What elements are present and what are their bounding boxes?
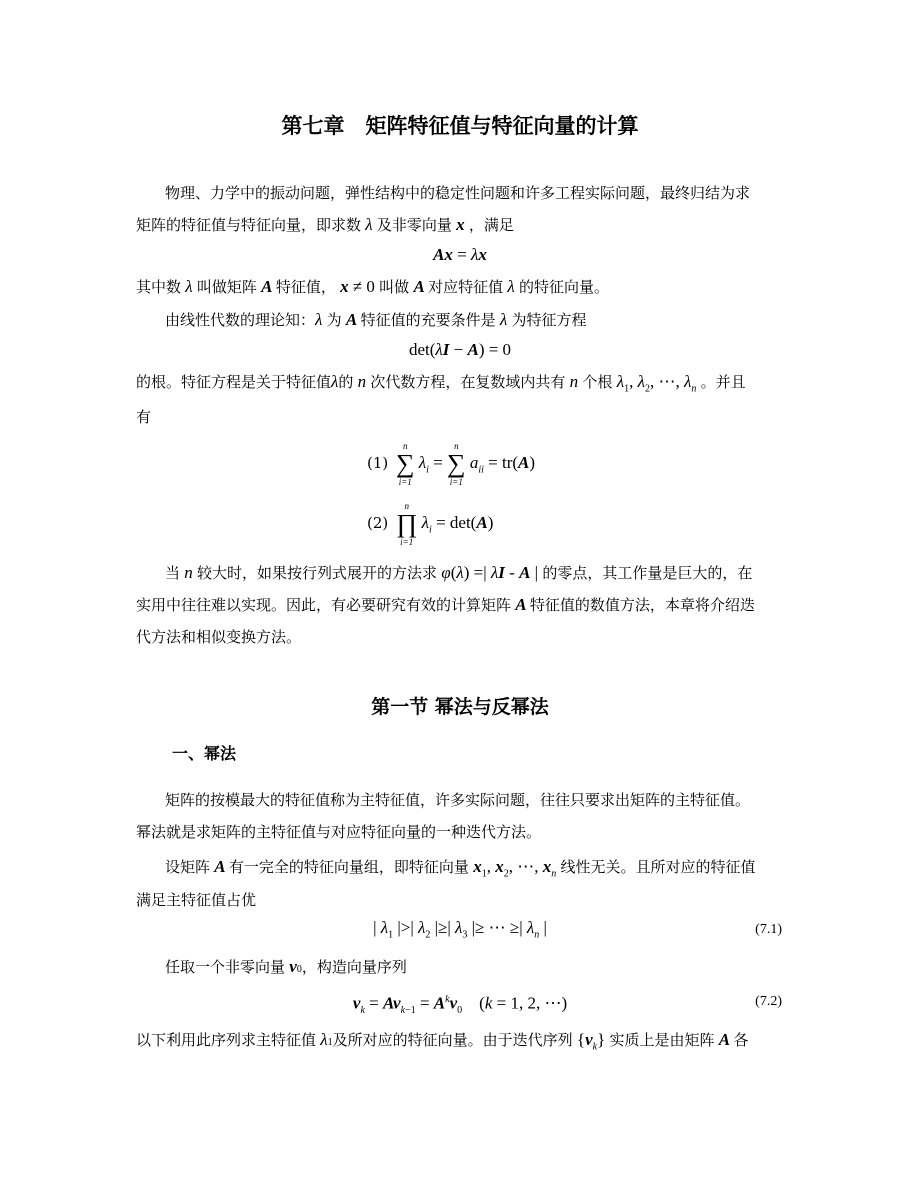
intro-paragraph-line: 代方法和相似变换方法。: [136, 628, 302, 646]
section-paragraph-line: 设矩阵 A 有一完全的特征向量组，即特征向量 $x_1$, $x_2$, ⋯, $x_n$ 线性无关。且所对应的特征值: [165, 857, 756, 880]
equation-ax-lambda-x: Ax = λx: [433, 245, 487, 264]
section-paragraph-line: 矩阵的按模最大的特征值称为主特征值，许多实际问题，往往只要求出矩阵的主特征值。: [165, 791, 751, 809]
intro-paragraph-line: 物理、力学中的振动问题，弹性结构中的稳定性问题和许多工程实际问题，最终归结为求: [165, 184, 751, 202]
section-paragraph-line: 任取一个非零向量 v0，构造向量序列: [165, 957, 407, 976]
intro-paragraph-line: 有: [136, 408, 152, 426]
equation-number: (7.2): [755, 994, 782, 1009]
vector-x: x: [451, 215, 469, 234]
intro-paragraph-line: 的根。特征方程是关于特征值λ的 n 次代数方程，在复数域内共有 n 个根 $\lambda_1$, $\lambda_2$, ⋯, $\lambda_n$ 。并且: [136, 372, 746, 395]
intro-paragraph-line: 由线性代数的理论知：λ 为 A 特征值的充要条件是 λ 为特征方程: [165, 310, 587, 329]
property-1-label: (1): [367, 454, 389, 472]
property-2-label: (2): [367, 514, 389, 532]
chapter-title: 第七章 矩阵特征值与特征向量的计算: [281, 113, 639, 138]
section-paragraph-line: 满足主特征值占优: [136, 891, 257, 909]
equation-number: (7.1): [755, 922, 782, 937]
equation-trace: n ∑ i=1 $\lambda_i$ = n ∑ i=1 $a_{ii} = tr(A)$: [396, 441, 536, 488]
equation-7-2: $v_k = Av_{k-1} = A^kv_0$ (k = 1, 2, ⋯): [352, 993, 568, 1017]
section-paragraph-line: 以下利用此序列求主特征值 λ1及所对应的特征向量。由于迭代序列 $\{v_k\}$ 实质上是由矩阵 A 各: [136, 1030, 749, 1053]
intro-paragraph-line: 矩阵的特征值与特征向量，即求数 λ 及非零向量 x ，满足: [136, 215, 514, 234]
equation-det: n ∏ i=1 $\lambda_i = \det(A)$: [396, 501, 494, 548]
intro-paragraph-line: 实用中往往难以实现。因此，有必要研究有效的计算矩阵 A 特征值的数值方法，本章将介绍迭: [136, 595, 755, 614]
intro-paragraph-line: 当 n 较大时，如果按行列式展开的方法求 φ(λ) =| λI - A | 的零点，其工作量是巨大的，在: [165, 563, 753, 582]
equation-7-1: | $\lambda_1$ |>| $\lambda_2$ |≥| $\lambda_3$ |≥ ⋯ ≥| $\lambda_n$ |: [373, 918, 547, 941]
section-title: 第一节 幂法与反幂法: [371, 696, 549, 718]
subsection-title: 一、幂法: [172, 744, 237, 763]
intro-paragraph-line: 其中数 λ 叫做矩阵 A 特征值， x ≠ 0 叫做 A 对应特征值 λ 的特征向量。: [136, 277, 609, 296]
section-paragraph-line: 幂法就是求矩阵的主特征值与对应特征向量的一种迭代方法。: [136, 823, 542, 841]
lambda-symbol: λ: [361, 215, 377, 234]
equation-characteristic: det(λI − A) = 0: [408, 340, 512, 359]
